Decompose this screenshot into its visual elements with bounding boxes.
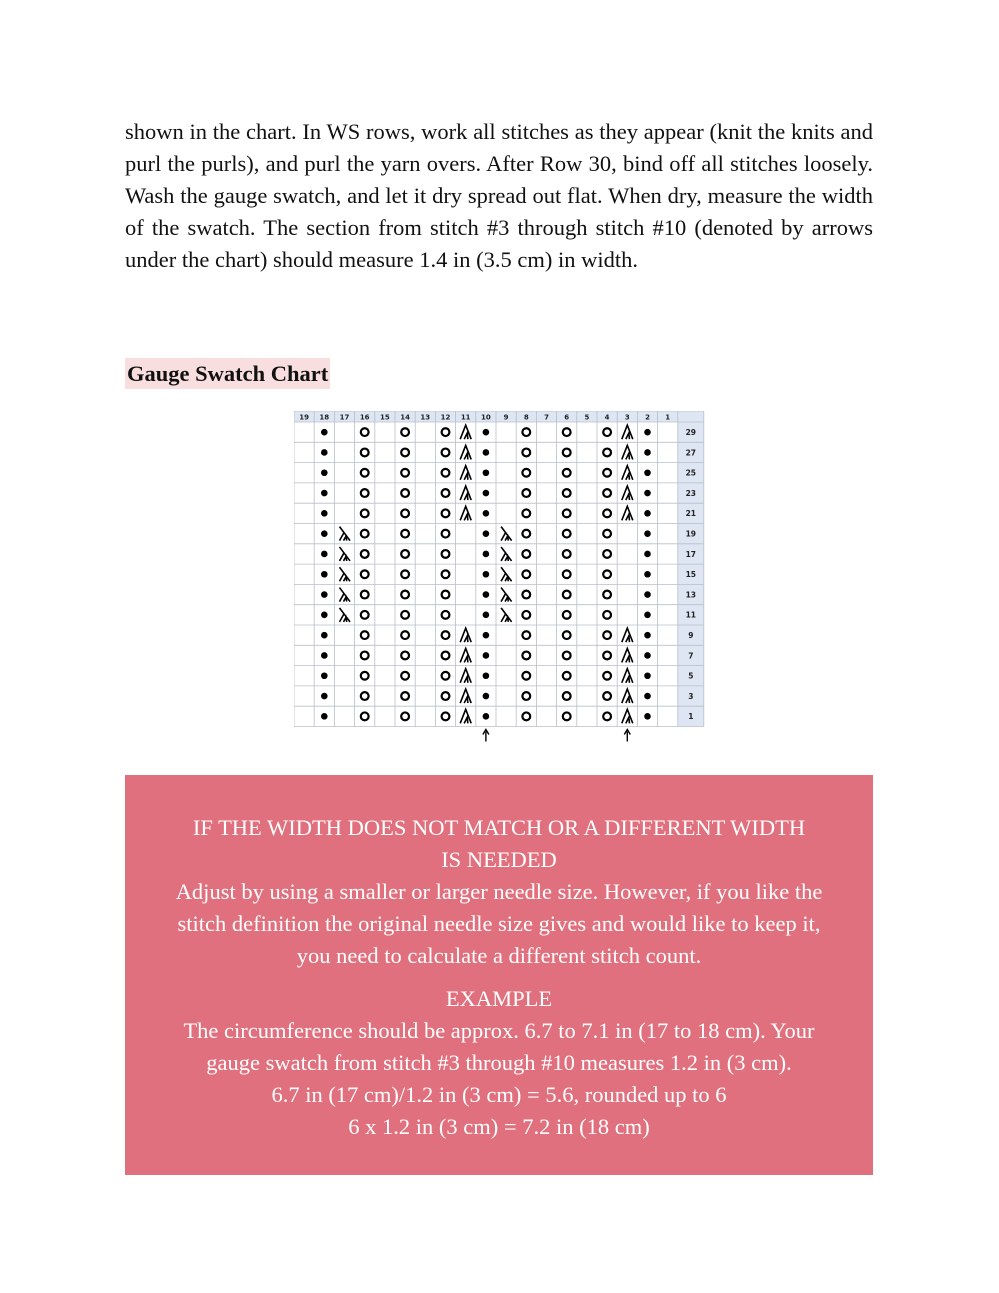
central-double-decrease-symbol: [460, 445, 471, 459]
purl-symbol: [644, 672, 651, 679]
chart-row-number: 7: [688, 651, 694, 661]
central-double-decrease-symbol: [622, 445, 633, 459]
central-double-decrease-symbol: [460, 486, 471, 500]
yarn-over-symbol: [563, 509, 571, 517]
central-double-decrease-symbol: [622, 425, 633, 439]
yarn-over-symbol: [401, 530, 409, 538]
yarn-over-symbol: [442, 530, 450, 538]
chart-row-number: 5: [688, 671, 694, 681]
yarn-over-symbol: [563, 428, 571, 436]
yarn-over-symbol: [522, 530, 530, 538]
yarn-over-symbol: [361, 631, 369, 639]
note-body-line-3: you need to calculate a different stitch count.: [296, 943, 702, 968]
yarn-over-symbol: [603, 611, 611, 619]
yarn-over-symbol: [361, 570, 369, 578]
yarn-over-symbol: [442, 489, 450, 497]
purl-symbol: [321, 713, 328, 720]
left-decrease-symbol: [501, 547, 512, 561]
left-decrease-symbol: [340, 547, 351, 561]
purl-symbol: [321, 469, 328, 476]
central-double-decrease-symbol: [460, 689, 471, 703]
left-decrease-symbol: [340, 588, 351, 602]
yarn-over-symbol: [361, 611, 369, 619]
yarn-over-symbol: [522, 550, 530, 558]
purl-symbol: [483, 591, 490, 598]
purl-symbol: [483, 469, 490, 476]
chart-column-number: 1: [665, 413, 671, 422]
chart-column-number: 8: [523, 413, 529, 422]
yarn-over-symbol: [522, 672, 530, 680]
purl-symbol: [483, 551, 490, 558]
yarn-over-symbol: [522, 631, 530, 639]
central-double-decrease-symbol: [460, 648, 471, 662]
example-line-2: gauge swatch from stitch #3 through #10 measures 1.2 in (3 cm).: [206, 1050, 792, 1075]
purl-symbol: [321, 632, 328, 639]
left-decrease-symbol: [340, 527, 351, 541]
central-double-decrease-symbol: [460, 628, 471, 642]
yarn-over-symbol: [442, 672, 450, 680]
purl-symbol: [644, 449, 651, 456]
central-double-decrease-symbol: [460, 506, 471, 520]
chart-row-number: 13: [685, 590, 697, 600]
chart-header-band: [294, 411, 704, 422]
purl-symbol: [483, 510, 490, 517]
chart-row-number: 25: [685, 468, 697, 478]
purl-symbol: [644, 429, 651, 436]
yarn-over-symbol: [563, 652, 571, 660]
yarn-over-symbol: [361, 591, 369, 599]
purl-symbol: [321, 571, 328, 578]
chart-column-number: 11: [460, 413, 471, 422]
purl-symbol: [644, 510, 651, 517]
chart-row-number: 27: [685, 448, 697, 458]
chart-column-number: 2: [645, 413, 650, 422]
yarn-over-symbol: [522, 489, 530, 497]
purl-symbol: [321, 693, 328, 700]
central-double-decrease-symbol: [460, 669, 471, 683]
example-heading: EXAMPLE: [445, 986, 553, 1011]
central-double-decrease-symbol: [460, 709, 471, 723]
chart-column-number: 17: [339, 413, 350, 422]
chart-row-number: 3: [688, 691, 694, 701]
chart-column-number: 10: [481, 413, 491, 422]
chart-row-number: 9: [688, 630, 694, 640]
chart-row-number: 19: [685, 529, 697, 539]
yarn-over-symbol: [401, 631, 409, 639]
yarn-over-symbol: [522, 469, 530, 477]
purl-symbol: [321, 652, 328, 659]
yarn-over-symbol: [563, 712, 571, 720]
yarn-over-symbol: [361, 712, 369, 720]
left-decrease-symbol: [501, 527, 512, 541]
yarn-over-symbol: [442, 712, 450, 720]
yarn-over-symbol: [522, 611, 530, 619]
yarn-over-symbol: [401, 570, 409, 578]
example-line-4: 6 x 1.2 in (3 cm) = 7.2 in (18 cm): [348, 1114, 650, 1139]
yarn-over-symbol: [603, 631, 611, 639]
yarn-over-symbol: [401, 550, 409, 558]
chart-column-number: 5: [584, 413, 590, 422]
yarn-over-symbol: [401, 428, 409, 436]
chart-column-number: 12: [440, 413, 451, 422]
purl-symbol: [644, 469, 651, 476]
yarn-over-symbol: [361, 428, 369, 436]
yarn-over-symbol: [361, 672, 369, 680]
yarn-over-symbol: [603, 570, 611, 578]
purl-symbol: [644, 713, 651, 720]
yarn-over-symbol: [442, 611, 450, 619]
yarn-over-symbol: [522, 652, 530, 660]
yarn-over-symbol: [522, 449, 530, 457]
purl-symbol: [483, 449, 490, 456]
yarn-over-symbol: [603, 530, 611, 538]
yarn-over-symbol: [442, 428, 450, 436]
central-double-decrease-symbol: [622, 669, 633, 683]
central-double-decrease-symbol: [622, 466, 633, 480]
yarn-over-symbol: [401, 591, 409, 599]
purl-symbol: [321, 510, 328, 517]
yarn-over-symbol: [563, 611, 571, 619]
purl-symbol: [644, 693, 651, 700]
yarn-over-symbol: [442, 550, 450, 558]
intro-paragraph: shown in the chart. In WS rows, work all stitches as they appear (knit the knits and purl the purls), and purl the yarn overs. After Row 30, bind off all stitches loosely. Wash the gauge swatch, and let it dry spread out flat. When dry, measure the width of the swatch. The section from stitch #3 through stitch #10 (denoted by arrows under the chart) should measure 1.4 in (3.5 cm) in width.: [125, 119, 873, 272]
chart-column-number: 6: [564, 413, 570, 422]
purl-symbol: [483, 693, 490, 700]
purl-symbol: [321, 612, 328, 619]
purl-symbol: [483, 612, 490, 619]
purl-symbol: [321, 490, 328, 497]
yarn-over-symbol: [442, 449, 450, 457]
chart-row-number: 29: [685, 427, 697, 437]
yarn-over-symbol: [401, 672, 409, 680]
purl-symbol: [644, 551, 651, 558]
yarn-over-symbol: [522, 428, 530, 436]
yarn-over-symbol: [522, 712, 530, 720]
yarn-over-symbol: [603, 652, 611, 660]
left-decrease-symbol: [501, 567, 512, 581]
left-decrease-symbol: [501, 608, 512, 622]
purl-symbol: [644, 591, 651, 598]
central-double-decrease-symbol: [460, 425, 471, 439]
yarn-over-symbol: [442, 570, 450, 578]
yarn-over-symbol: [361, 652, 369, 660]
purl-symbol: [483, 530, 490, 537]
yarn-over-symbol: [563, 530, 571, 538]
chart-column-number: 9: [503, 413, 509, 422]
yarn-over-symbol: [522, 509, 530, 517]
purl-symbol: [321, 672, 328, 679]
yarn-over-symbol: [603, 712, 611, 720]
central-double-decrease-symbol: [622, 709, 633, 723]
yarn-over-symbol: [401, 611, 409, 619]
purl-symbol: [644, 490, 651, 497]
purl-symbol: [644, 612, 651, 619]
yarn-over-symbol: [603, 672, 611, 680]
purl-symbol: [483, 490, 490, 497]
note-body-line-1: Adjust by using a smaller or larger needle size. However, if you like the: [175, 879, 823, 904]
yarn-over-symbol: [563, 591, 571, 599]
purl-symbol: [483, 652, 490, 659]
purl-symbol: [483, 713, 490, 720]
left-decrease-symbol: [340, 567, 351, 581]
yarn-over-symbol: [401, 449, 409, 457]
chart-column-number: 15: [380, 413, 390, 422]
yarn-over-symbol: [361, 530, 369, 538]
example-line-1: The circumference should be approx. 6.7 to 7.1 in (17 to 18 cm). Your: [183, 1018, 815, 1043]
yarn-over-symbol: [401, 692, 409, 700]
central-double-decrease-symbol: [622, 628, 633, 642]
purl-symbol: [644, 571, 651, 578]
yarn-over-symbol: [603, 428, 611, 436]
yarn-over-symbol: [563, 570, 571, 578]
purl-symbol: [321, 591, 328, 598]
yarn-over-symbol: [603, 550, 611, 558]
yarn-over-symbol: [603, 489, 611, 497]
yarn-over-symbol: [603, 449, 611, 457]
chart-column-number: 7: [544, 413, 549, 422]
chart-row-number: 21: [685, 509, 697, 519]
purl-symbol: [483, 632, 490, 639]
central-double-decrease-symbol: [622, 689, 633, 703]
gauge-swatch-chart-heading: Gauge Swatch Chart: [125, 358, 330, 389]
yarn-over-symbol: [401, 652, 409, 660]
yarn-over-symbol: [563, 692, 571, 700]
yarn-over-symbol: [563, 449, 571, 457]
chart-column-number: 3: [624, 413, 630, 422]
yarn-over-symbol: [442, 692, 450, 700]
purl-symbol: [321, 449, 328, 456]
yarn-over-symbol: [442, 509, 450, 517]
chart-column-number: 16: [359, 413, 370, 422]
gauge-adjustment-note: [125, 775, 873, 1175]
central-double-decrease-symbol: [622, 506, 633, 520]
chart-row-number: 17: [685, 549, 697, 559]
note-body-line-2: stitch definition the original needle size gives and would like to keep it,: [177, 911, 821, 936]
chart-row-number: 15: [685, 570, 697, 580]
chart-row-number: 11: [685, 610, 697, 620]
note-title-line-2: IS NEEDED: [441, 847, 557, 872]
yarn-over-symbol: [361, 449, 369, 457]
chart-column-number: 18: [319, 413, 330, 422]
yarn-over-symbol: [361, 509, 369, 517]
yarn-over-symbol: [361, 469, 369, 477]
yarn-over-symbol: [401, 712, 409, 720]
chart-arrow-marker: [624, 730, 630, 742]
purl-symbol: [483, 571, 490, 578]
chart-column-number: 13: [420, 413, 431, 422]
purl-symbol: [644, 632, 651, 639]
left-decrease-symbol: [340, 608, 351, 622]
yarn-over-symbol: [401, 469, 409, 477]
yarn-over-symbol: [361, 550, 369, 558]
chart-column-number: 4: [604, 413, 610, 422]
yarn-over-symbol: [361, 489, 369, 497]
purl-symbol: [483, 429, 490, 436]
yarn-over-symbol: [522, 591, 530, 599]
yarn-over-symbol: [603, 509, 611, 517]
yarn-over-symbol: [442, 469, 450, 477]
yarn-over-symbol: [522, 692, 530, 700]
yarn-over-symbol: [563, 631, 571, 639]
central-double-decrease-symbol: [622, 648, 633, 662]
yarn-over-symbol: [401, 489, 409, 497]
yarn-over-symbol: [563, 469, 571, 477]
chart-row-number: 1: [688, 712, 694, 722]
central-double-decrease-symbol: [622, 486, 633, 500]
purl-symbol: [321, 429, 328, 436]
yarn-over-symbol: [563, 489, 571, 497]
yarn-over-symbol: [603, 692, 611, 700]
gauge-swatch-chart: [294, 411, 706, 743]
purl-symbol: [644, 530, 651, 537]
chart-column-number: 19: [299, 413, 309, 422]
chart-row-number: 23: [685, 488, 697, 498]
yarn-over-symbol: [442, 631, 450, 639]
purl-symbol: [321, 530, 328, 537]
yarn-over-symbol: [442, 591, 450, 599]
example-line-3: 6.7 in (17 cm)/1.2 in (3 cm) = 5.6, rounded up to 6: [271, 1082, 727, 1107]
central-double-decrease-symbol: [460, 466, 471, 480]
purl-symbol: [644, 652, 651, 659]
left-decrease-symbol: [501, 588, 512, 602]
yarn-over-symbol: [563, 550, 571, 558]
yarn-over-symbol: [401, 509, 409, 517]
chart-column-number: 14: [400, 413, 410, 422]
yarn-over-symbol: [563, 672, 571, 680]
chart-arrow-marker: [483, 730, 489, 742]
note-title-line-1: IF THE WIDTH DOES NOT MATCH OR A DIFFERENT WIDTH: [192, 815, 806, 840]
yarn-over-symbol: [603, 591, 611, 599]
yarn-over-symbol: [522, 570, 530, 578]
purl-symbol: [483, 672, 490, 679]
purl-symbol: [321, 551, 328, 558]
yarn-over-symbol: [361, 692, 369, 700]
yarn-over-symbol: [442, 652, 450, 660]
yarn-over-symbol: [603, 469, 611, 477]
